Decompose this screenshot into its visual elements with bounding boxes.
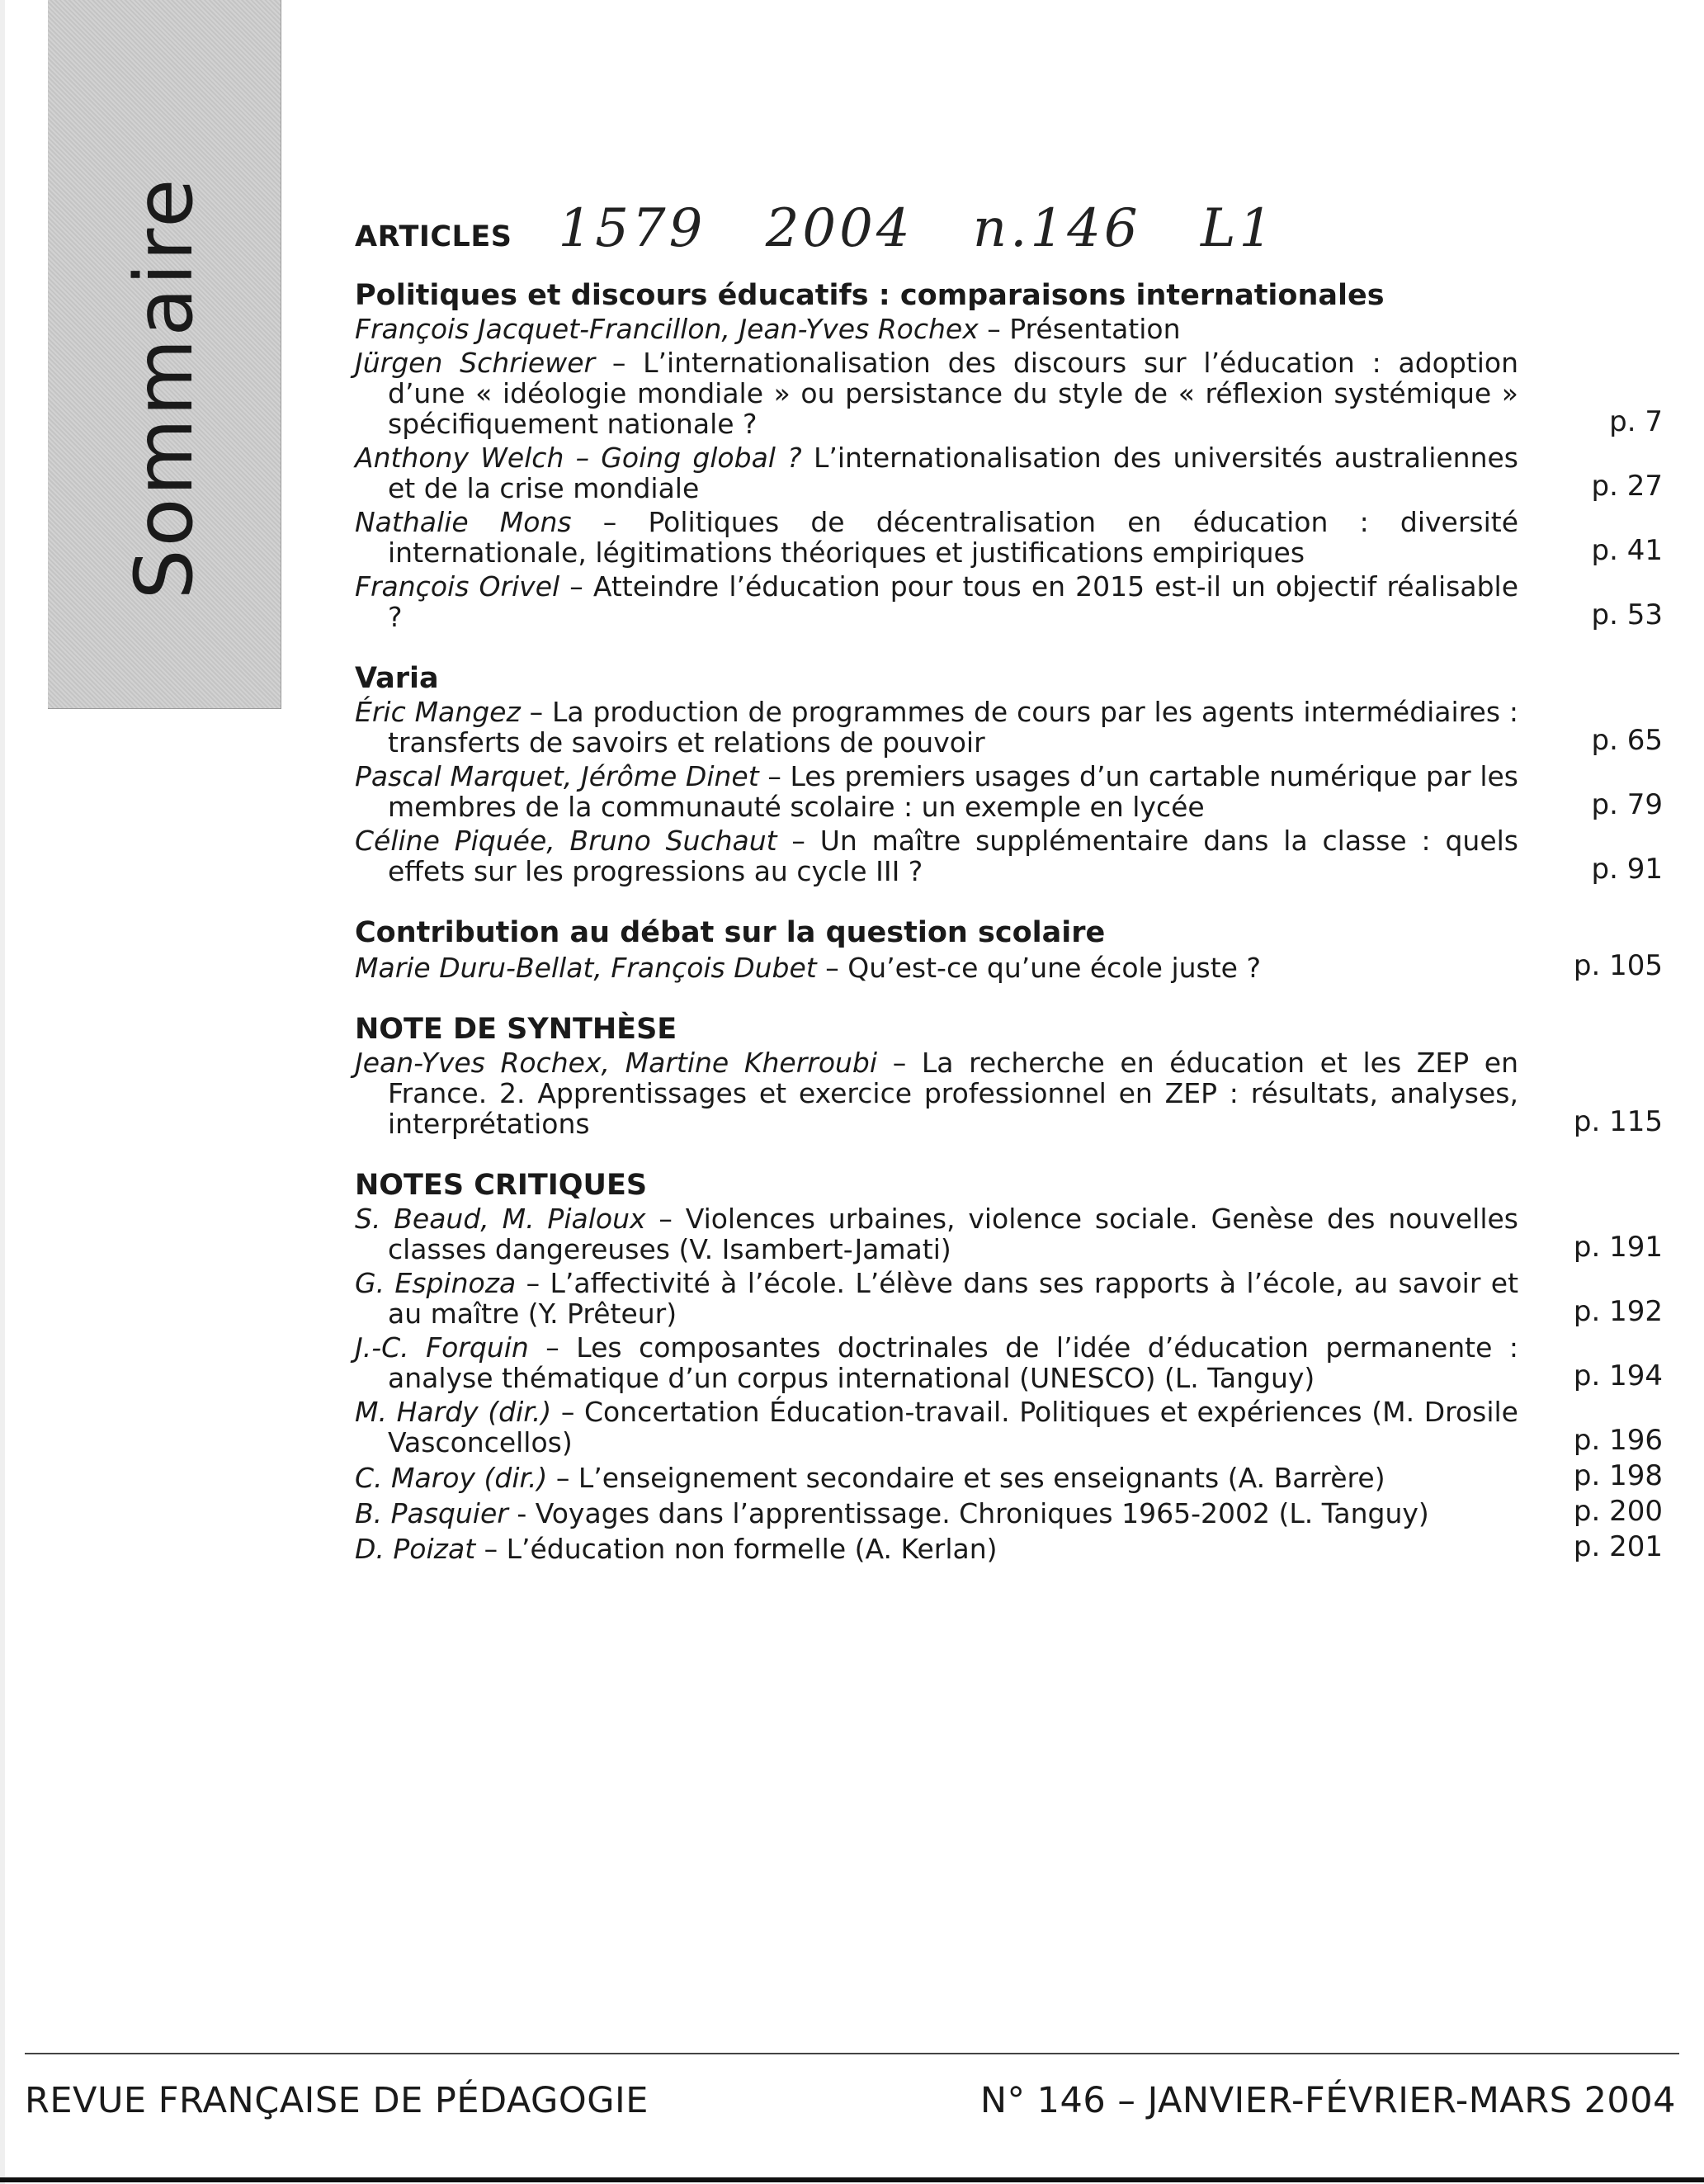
entry-title: L’enseignement secondaire et ses enseignants (A. Barrère): [578, 1462, 1385, 1494]
footer-issue: N° 146 – JANVIER-FÉVRIER-MARS 2004: [979, 2080, 1676, 2121]
entry-text: [355, 507, 1518, 568]
entry-separator: –: [528, 1331, 577, 1364]
toc-section: [355, 662, 1663, 886]
entry-text: [355, 1047, 1518, 1139]
entry-author: Éric Mangez: [355, 696, 521, 728]
entry-separator: –: [551, 1396, 584, 1428]
section-title: Politiques et discours éducatifs : comparaisons internationales: [355, 279, 1385, 312]
toc-entry: [355, 1496, 1663, 1529]
entry-text: [355, 347, 1518, 439]
entry-author: D. Poizat: [355, 1533, 476, 1565]
bottom-rule: [0, 2177, 1704, 2182]
entry-title: Les composantes doctrinales de l’idée d’éducation permanente : analyse thématique d’un corpus international (UNESCO) (L. Tanguy): [388, 1331, 1518, 1394]
entry-text: [355, 442, 1518, 503]
entry-separator: [802, 442, 814, 474]
toc-entry: [355, 507, 1663, 568]
entry-page-number: p. 53: [1591, 598, 1663, 631]
entry-author: B. Pasquier: [355, 1497, 508, 1529]
entry-author: S. Beaud, M. Pialoux: [355, 1203, 646, 1235]
toc-entry: [355, 1332, 1663, 1393]
entry-separator: –: [475, 1533, 507, 1565]
entry-title: La recherche en éducation et les ZEP en France. 2. Apprentissages et exercice professionnel en ZEP : résultats, analyses, interprétations: [388, 1047, 1518, 1140]
entry-author: Jürgen Schriewer: [355, 347, 596, 379]
toc-entry: [355, 1047, 1663, 1139]
entry-author: François Jacquet-Francillon, Jean-Yves Rochex: [355, 313, 979, 345]
entry-title: Politiques de décentralisation en éducation : diversité internationale, légitimations théoriques et justifications empiriques: [388, 506, 1519, 569]
entry-separator: –: [571, 506, 649, 538]
entry-page-number: p. 7: [1609, 405, 1663, 438]
entry-author: François Orivel: [355, 570, 560, 603]
entry-page-number: p. 115: [1573, 1105, 1663, 1138]
entry-author: M. Hardy (dir.): [355, 1396, 552, 1428]
entry-page-number: p. 65: [1591, 724, 1663, 757]
entry-title: Concertation Éducation-travail. Politiques et expériences (M. Drosile Vasconcellos): [388, 1396, 1518, 1458]
toc-entry: [355, 761, 1663, 822]
entry-title: Atteindre l’éducation pour tous en 2015 est-il un objectif réalisable ?: [388, 570, 1518, 633]
entry-author: Marie Duru-Bellat, François Dubet: [355, 952, 817, 984]
entry-page-number: p. 191: [1573, 1231, 1663, 1264]
entry-title: Un maître supplémentaire dans la classe : quels effets sur les progressions au cycle III ?: [388, 825, 1519, 887]
entry-title: L’éducation non formelle (A. Kerlan): [506, 1533, 998, 1565]
entry-page-number: p. 27: [1591, 470, 1663, 503]
entry-text: [355, 1268, 1518, 1329]
section-title: Contribution au débat sur la question scolaire: [355, 916, 1106, 949]
entry-page-number: p. 198: [1573, 1459, 1663, 1492]
entry-text: [355, 571, 1518, 632]
entry-separator: –: [520, 696, 552, 728]
entry-page-number: [1555, 343, 1663, 344]
toc-section: [355, 279, 1663, 632]
entry-text: [355, 1332, 1518, 1393]
entry-title: Qu’est-ce qu’une école juste ?: [847, 952, 1261, 984]
entry-title: Les premiers usages d’un cartable numérique par les membres de la communauté scolaire : un exemple en lycée: [388, 760, 1518, 823]
entry-page-number: p. 41: [1591, 534, 1663, 567]
section-title: NOTE DE SYNTHÈSE: [355, 1013, 677, 1046]
toc-entry: [355, 697, 1663, 758]
footer-journal: REVUE FRANÇAISE DE PÉDAGOGIE: [25, 2080, 649, 2121]
toc-entry: [355, 442, 1663, 503]
entry-author: G. Espinoza: [355, 1267, 517, 1299]
table-of-contents: [355, 198, 1663, 1567]
entry-separator: –: [776, 825, 820, 857]
toc-section: [355, 916, 1663, 983]
entry-text: [355, 1203, 1518, 1265]
entry-text: [355, 697, 1518, 758]
entry-separator: –: [559, 570, 593, 603]
entry-text: [355, 314, 1518, 344]
toc-entry: [355, 571, 1663, 632]
entry-text: [355, 1397, 1518, 1458]
entry-author: Pascal Marquet, Jérôme Dinet: [355, 760, 759, 792]
toc-entry: [355, 314, 1663, 344]
entry-text: [355, 825, 1518, 886]
toc-entry: [355, 951, 1663, 983]
articles-header: [355, 198, 1663, 259]
entry-author: C. Maroy (dir.): [355, 1462, 548, 1494]
entry-separator: –: [595, 347, 644, 379]
entry-text: [355, 953, 1518, 983]
entry-text: [355, 1463, 1518, 1493]
entry-text: [355, 761, 1518, 822]
entry-author: Céline Piquée, Bruno Suchaut: [355, 825, 777, 857]
entry-separator: –: [758, 760, 791, 792]
sommaire-title: Sommaire: [118, 176, 210, 600]
entry-title: L’affectivité à l’école. L’élève dans ses rapports à l’école, au savoir et au maître (Y. Prêteur): [388, 1267, 1519, 1330]
toc-entry: [355, 1268, 1663, 1329]
toc-entry: [355, 1397, 1663, 1458]
entry-author: Anthony Welch – Going global ?: [355, 442, 802, 474]
entry-separator: –: [978, 313, 1010, 345]
toc-entry: [355, 1532, 1663, 1564]
footer-rule: [25, 2053, 1679, 2054]
entry-page-number: p. 192: [1573, 1295, 1663, 1328]
toc-sections: [355, 279, 1663, 1564]
entry-text: [355, 1534, 1518, 1564]
section-title: Varia: [355, 662, 439, 695]
entry-text: [355, 1498, 1518, 1529]
entry-separator: -: [507, 1497, 536, 1529]
entry-author: Nathalie Mons: [355, 506, 572, 538]
entry-title: La production de programmes de cours par les agents intermédiaires : transferts de savoirs et relations de pouvoir: [388, 696, 1519, 759]
toc-entry: [355, 347, 1663, 439]
entry-page-number: p. 79: [1591, 788, 1663, 821]
handwritten-note: 1579 2004 n.146 L1: [558, 198, 1277, 259]
articles-label: ARTICLES: [355, 220, 512, 253]
entry-page-number: p. 91: [1591, 853, 1663, 886]
entry-page-number: p. 105: [1573, 949, 1663, 982]
entry-title: Voyages dans l’apprentissage. Chroniques 1965-2002 (L. Tanguy): [535, 1497, 1429, 1529]
section-title: NOTES CRITIQUES: [355, 1169, 648, 1202]
entry-title: Violences urbaines, violence sociale. Genèse des nouvelles classes dangereuses (V. Isambert-Jamati): [388, 1203, 1519, 1265]
entry-title: L’internationalisation des universités australiennes et de la crise mondiale: [388, 442, 1518, 504]
toc-entry: [355, 825, 1663, 886]
entry-separator: –: [816, 952, 848, 984]
toc-entry: [355, 1461, 1663, 1493]
toc-section: [355, 1013, 1663, 1139]
toc-section: [355, 1169, 1663, 1564]
entry-separator: –: [516, 1267, 550, 1299]
entry-title: L’internationalisation des discours sur l’éducation : adoption d’une « idéologie mondiale » ou persistance du style de « réflexion systémique » spécifiquement nationale ?: [388, 347, 1518, 440]
entry-page-number: p. 201: [1573, 1530, 1663, 1563]
toc-entry: [355, 1203, 1663, 1265]
entry-author: Jean-Yves Rochex, Martine Kherroubi: [355, 1047, 878, 1079]
entry-title: Présentation: [1009, 313, 1181, 345]
entry-author: J.-C. Forquin: [355, 1331, 529, 1364]
entry-page-number: p. 194: [1573, 1359, 1663, 1392]
entry-page-number: p. 196: [1573, 1424, 1663, 1457]
scan-left-edge: [0, 0, 5, 2184]
entry-separator: –: [547, 1462, 578, 1494]
entry-separator: –: [645, 1203, 686, 1235]
entry-page-number: p. 200: [1573, 1495, 1663, 1528]
entry-separator: –: [877, 1047, 922, 1079]
